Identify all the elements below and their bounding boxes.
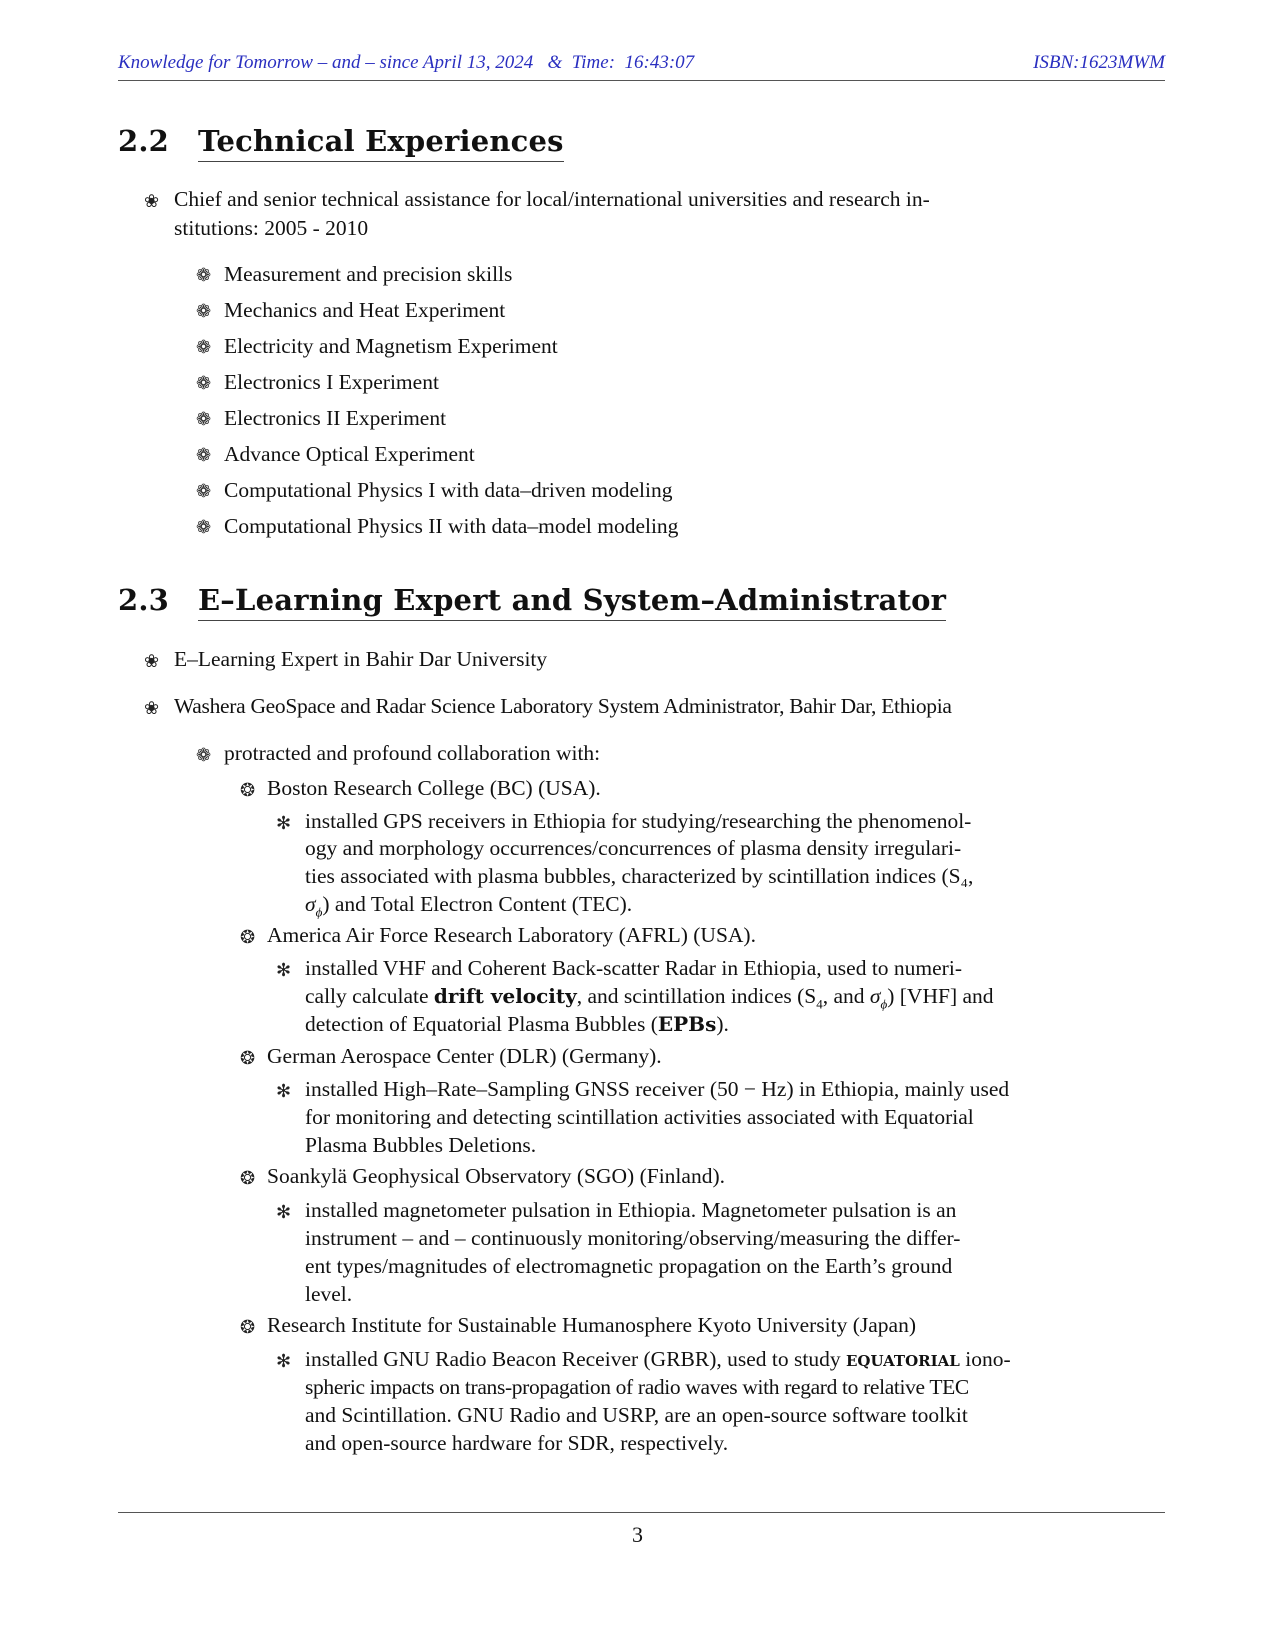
- circle-bullet-icon: ❂: [240, 780, 256, 801]
- section-title: E–Learning Expert and System–Administrator: [198, 583, 946, 621]
- detail-line: instrument – and – continuously monitoring/observing/measuring the differ-: [305, 1226, 961, 1250]
- detail-line: for monitoring and detecting scintillation activities associated with Equatorial: [305, 1105, 974, 1129]
- list-item: Measurement and precision skills: [224, 262, 513, 286]
- list-item: Computational Physics II with data–model modeling: [224, 514, 679, 538]
- asterisk-bullet-icon: ✻: [276, 1081, 292, 1102]
- flower-bullet-icon: ❁: [196, 301, 212, 322]
- flower-bullet-icon: ❁: [196, 517, 212, 538]
- detail-line: installed magnetometer pulsation in Ethiopia. Magnetometer pulsation is an: [305, 1198, 957, 1222]
- detail-line: and Scintillation. GNU Radio and USRP, are an open-source software toolkit: [305, 1403, 968, 1427]
- florette-bullet-icon: ❀: [144, 651, 160, 672]
- circle-bullet-icon: ❂: [240, 1048, 256, 1069]
- flower-bullet-icon: ❁: [196, 445, 212, 466]
- collaboration-intro: protracted and profound collaboration with:: [224, 741, 601, 765]
- asterisk-bullet-icon: ✻: [276, 1351, 292, 1372]
- detail-line: ent types/magnitudes of electromagnetic propagation on the Earth’s ground: [305, 1254, 953, 1278]
- list-item: E–Learning Expert in Bahir Dar University: [174, 647, 548, 671]
- collaborator-name: Boston Research College (BC) (USA).: [267, 776, 601, 800]
- detail-line: and open-source hardware for SDR, respectively.: [305, 1431, 729, 1455]
- running-header: [118, 54, 1165, 81]
- asterisk-bullet-icon: ✻: [276, 960, 292, 981]
- list-item: Electronics I Experiment: [224, 370, 439, 394]
- detail-line: $\sigma_\phi$) and Total Electron Content (TEC).: [305, 892, 633, 920]
- flower-bullet-icon: ❁: [196, 745, 212, 766]
- detail-line: cally calculate drift velocity, and scintillation indices ($S_4$, and $\sigma_\phi$) [VHF] and: [305, 984, 994, 1012]
- list-item: Advance Optical Experiment: [224, 442, 475, 466]
- list-item: Computational Physics I with data–driven modeling: [224, 478, 673, 502]
- collaborator-name: America Air Force Research Laboratory (AFRL) (USA).: [267, 923, 756, 947]
- detail-line: ties associated with plasma bubbles, characterized by scintillation indices (S₄,: [305, 864, 974, 888]
- collaborator-name: German Aerospace Center (DLR) (Germany).: [267, 1044, 662, 1068]
- flower-bullet-icon: ❁: [196, 409, 212, 430]
- detail-line: installed GPS receivers in Ethiopia for studying/researching the phenomenol-: [305, 809, 972, 833]
- detail-line: Plasma Bubbles Deletions.: [305, 1133, 537, 1157]
- asterisk-bullet-icon: ✻: [276, 1202, 292, 1223]
- section-title: Technical Experiences: [198, 124, 564, 162]
- circle-bullet-icon: ❂: [240, 1168, 256, 1189]
- header-left-text: Knowledge for Tomorrow – and – since April 13, 2024 & Time: 16:43:07: [118, 52, 695, 73]
- flower-bullet-icon: ❁: [196, 373, 212, 394]
- florette-bullet-icon: ❀: [144, 191, 160, 212]
- detail-line: detection of Equatorial Plasma Bubbles (EPBs).: [305, 1012, 729, 1036]
- list-item: Electricity and Magnetism Experiment: [224, 334, 558, 358]
- list-item-line: stitutions: 2005 - 2010: [174, 216, 369, 240]
- detail-line: installed VHF and Coherent Back-scatter Radar in Ethiopia, used to numeri-: [305, 956, 962, 980]
- asterisk-bullet-icon: ✻: [276, 813, 292, 834]
- detail-line: spheric impacts on trans-propagation of radio waves with regard to relative TEC: [305, 1375, 969, 1399]
- detail-line: level.: [305, 1282, 353, 1306]
- bold-term-drift-velocity: drift velocity: [433, 984, 577, 1008]
- circle-bullet-icon: ❂: [240, 927, 256, 948]
- collaborator-name: Research Institute for Sustainable Humanosphere Kyoto University (Japan): [267, 1313, 917, 1337]
- section-number: 2.2: [118, 124, 170, 158]
- section-heading-2-3: [118, 583, 946, 617]
- section-number: 2.3: [118, 583, 170, 617]
- bold-term-equatorial: EQUATORIAL: [846, 1352, 960, 1370]
- flower-bullet-icon: ❁: [196, 481, 212, 502]
- detail-line: installed GNU Radio Beacon Receiver (GRBR), used to study EQUATORIAL iono-: [305, 1347, 1011, 1371]
- florette-bullet-icon: ❀: [144, 698, 160, 719]
- collaborator-name: Soankylä Geophysical Observatory (SGO) (Finland).: [267, 1164, 725, 1188]
- detail-line: ogy and morphology occurrences/concurrences of plasma density irregulari-: [305, 836, 962, 860]
- footer-rule: [118, 1512, 1165, 1513]
- list-item: Washera GeoSpace and Radar Science Laboratory System Administrator, Bahir Dar, Ethiopia: [174, 694, 952, 718]
- detail-line: installed High–Rate–Sampling GNSS receiver (50 − Hz) in Ethiopia, mainly used: [305, 1077, 1010, 1101]
- circle-bullet-icon: ❂: [240, 1317, 256, 1338]
- list-item-line: Chief and senior technical assistance for local/international universities and research in-: [174, 187, 930, 211]
- flower-bullet-icon: ❁: [196, 265, 212, 286]
- section-heading-2-2: [118, 124, 564, 158]
- bold-term-epbs: EPBs: [657, 1012, 717, 1036]
- flower-bullet-icon: ❁: [196, 337, 212, 358]
- page-number: 3: [632, 1522, 643, 1547]
- list-item: Mechanics and Heat Experiment: [224, 298, 506, 322]
- header-isbn: ISBN:1623MWM: [1033, 52, 1165, 73]
- list-item: Electronics II Experiment: [224, 406, 447, 430]
